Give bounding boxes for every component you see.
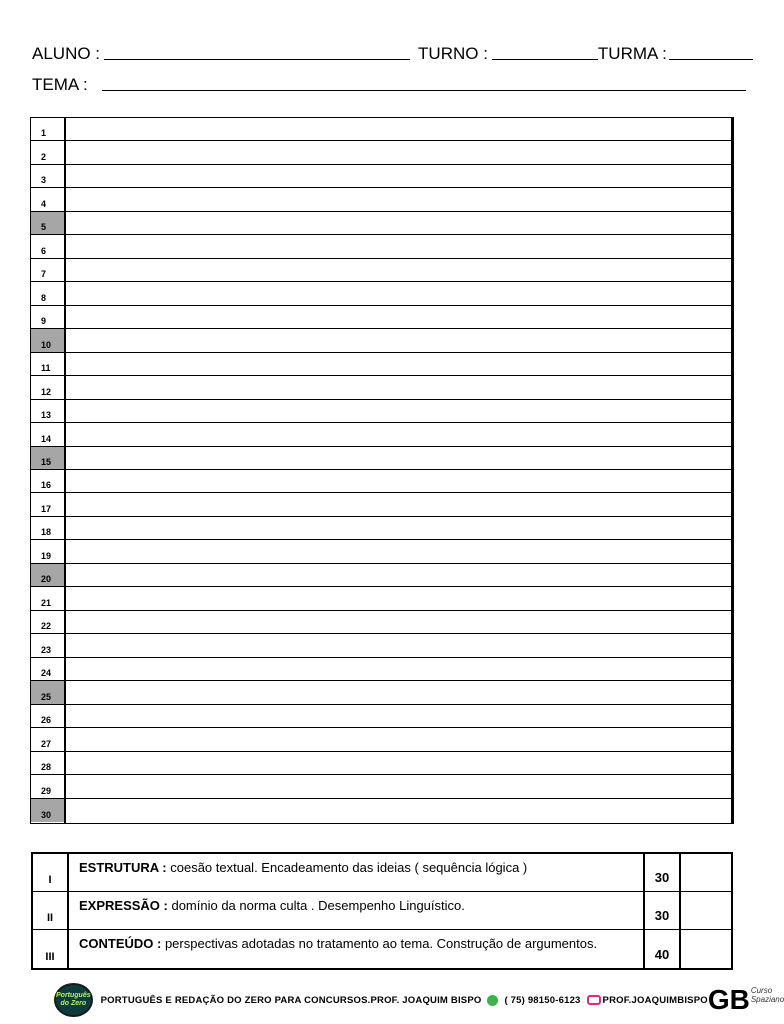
criterion-max-score: 40 — [643, 930, 681, 968]
criterion-max-score: 30 — [643, 854, 681, 891]
line-number: 2 — [41, 151, 47, 162]
writing-line[interactable] — [31, 775, 731, 798]
line-number: 29 — [41, 785, 52, 796]
grading-table — [31, 852, 733, 970]
line-number: 21 — [41, 597, 52, 608]
line-number: 6 — [41, 245, 47, 256]
line-number: 1 — [41, 128, 47, 139]
writing-line[interactable] — [31, 235, 731, 258]
writing-line[interactable] — [31, 376, 731, 399]
writing-line[interactable] — [31, 470, 731, 493]
writing-line[interactable] — [31, 282, 731, 305]
criterion-description — [79, 898, 631, 913]
turma-label: TURMA : — [597, 44, 667, 63]
writing-line[interactable] — [31, 329, 731, 352]
criterion-title: CONTEÚDO : — [79, 936, 162, 951]
criterion-number: I — [33, 854, 69, 891]
writing-line[interactable] — [31, 634, 731, 657]
criterion-text: perspectivas adotadas no tratamento ao tema. Construção de argumentos. — [161, 936, 598, 951]
line-number: 24 — [41, 668, 52, 679]
criterion-title: ESTRUTURA : — [79, 860, 167, 875]
brand-logo — [708, 986, 784, 1014]
criterion-score-field[interactable] — [683, 892, 731, 929]
aluno-label: ALUNO : — [32, 44, 101, 63]
line-number: 19 — [41, 550, 52, 561]
turma-field[interactable] — [669, 59, 753, 60]
footer-text — [101, 995, 708, 1006]
instagram-icon — [587, 995, 601, 1005]
line-number: 14 — [41, 433, 52, 444]
line-number: 22 — [41, 621, 52, 632]
line-number: 5 — [31, 212, 64, 234]
footer — [54, 982, 784, 1018]
criterion-text: coesão textual. Encadeamento das ideias ( sequência lógica ) — [166, 860, 528, 875]
line-number: 23 — [41, 644, 52, 655]
footer-main-text: PORTUGUÊS E REDAÇÃO DO ZERO PARA CONCURSOS.PROF. JOAQUIM BISPO — [100, 994, 482, 1006]
whatsapp-icon — [487, 995, 498, 1006]
line-number: 27 — [41, 738, 52, 749]
aluno-field[interactable] — [104, 59, 410, 60]
line-number: 16 — [41, 480, 52, 491]
turno-label: TURNO : — [418, 44, 488, 63]
writing-line[interactable] — [31, 587, 731, 610]
criterion-description — [79, 936, 631, 951]
criterion-description — [79, 860, 631, 875]
course-logo-text: Português do Zero — [56, 992, 91, 1007]
criterion-number: II — [33, 892, 69, 929]
line-number: 9 — [41, 316, 47, 327]
writing-line[interactable] — [31, 353, 731, 376]
brand-symbol: GB — [707, 984, 750, 1015]
footer-phone: ( 75) 98150-6123 — [504, 994, 581, 1006]
grading-row — [33, 892, 731, 930]
criterion-score-field[interactable] — [683, 854, 731, 891]
line-number: 8 — [41, 292, 47, 303]
writing-line[interactable] — [31, 423, 731, 446]
turno-field[interactable] — [492, 59, 598, 60]
grading-row — [33, 930, 731, 968]
writing-line[interactable] — [31, 188, 731, 211]
line-number: 20 — [31, 564, 64, 586]
writing-line[interactable] — [31, 493, 731, 516]
line-number: 30 — [31, 799, 64, 822]
writing-line[interactable] — [31, 658, 731, 681]
line-number: 10 — [31, 329, 64, 351]
line-number: 25 — [31, 681, 64, 703]
writing-line[interactable] — [31, 517, 731, 540]
tema-label: TEMA : — [32, 75, 88, 94]
writing-line[interactable] — [31, 681, 731, 704]
line-number: 28 — [41, 762, 52, 773]
line-number: 15 — [31, 447, 64, 469]
writing-line[interactable] — [31, 728, 731, 751]
writing-line[interactable] — [31, 705, 731, 728]
line-number: 3 — [41, 175, 47, 186]
writing-line[interactable] — [31, 400, 731, 423]
course-logo — [54, 983, 93, 1017]
criterion-title: EXPRESSÃO : — [79, 898, 168, 913]
line-number: 4 — [41, 198, 47, 209]
number-column-divider — [64, 118, 66, 823]
writing-line[interactable] — [31, 306, 731, 329]
line-number: 11 — [41, 363, 51, 374]
writing-line[interactable] — [31, 799, 731, 822]
grading-row — [33, 854, 731, 892]
writing-line[interactable] — [31, 259, 731, 282]
writing-line[interactable] — [31, 165, 731, 188]
writing-sheet — [30, 117, 734, 824]
writing-line[interactable] — [31, 118, 731, 141]
criterion-score-field[interactable] — [683, 930, 731, 968]
line-number: 13 — [41, 410, 52, 421]
line-number: 26 — [41, 715, 52, 726]
writing-line[interactable] — [31, 141, 731, 164]
writing-line[interactable] — [31, 212, 731, 235]
criterion-number: III — [33, 930, 69, 968]
writing-line[interactable] — [31, 752, 731, 775]
footer-instagram: PROF.JOAQUIMBISPO — [602, 994, 708, 1006]
line-number: 7 — [41, 269, 47, 280]
criterion-max-score: 30 — [643, 892, 681, 929]
writing-line[interactable] — [31, 564, 731, 587]
brand-name: Curso Spaziano — [750, 986, 784, 1004]
tema-field[interactable] — [102, 90, 746, 91]
writing-line[interactable] — [31, 447, 731, 470]
writing-line[interactable] — [31, 611, 731, 634]
criterion-text: domínio da norma culta . Desempenho Linguístico. — [167, 898, 465, 913]
line-number: 18 — [41, 527, 52, 538]
writing-line[interactable] — [31, 540, 731, 563]
line-number: 12 — [41, 386, 52, 397]
line-number: 17 — [41, 503, 52, 514]
theme-row — [32, 75, 746, 95]
student-info-row — [32, 44, 753, 64]
